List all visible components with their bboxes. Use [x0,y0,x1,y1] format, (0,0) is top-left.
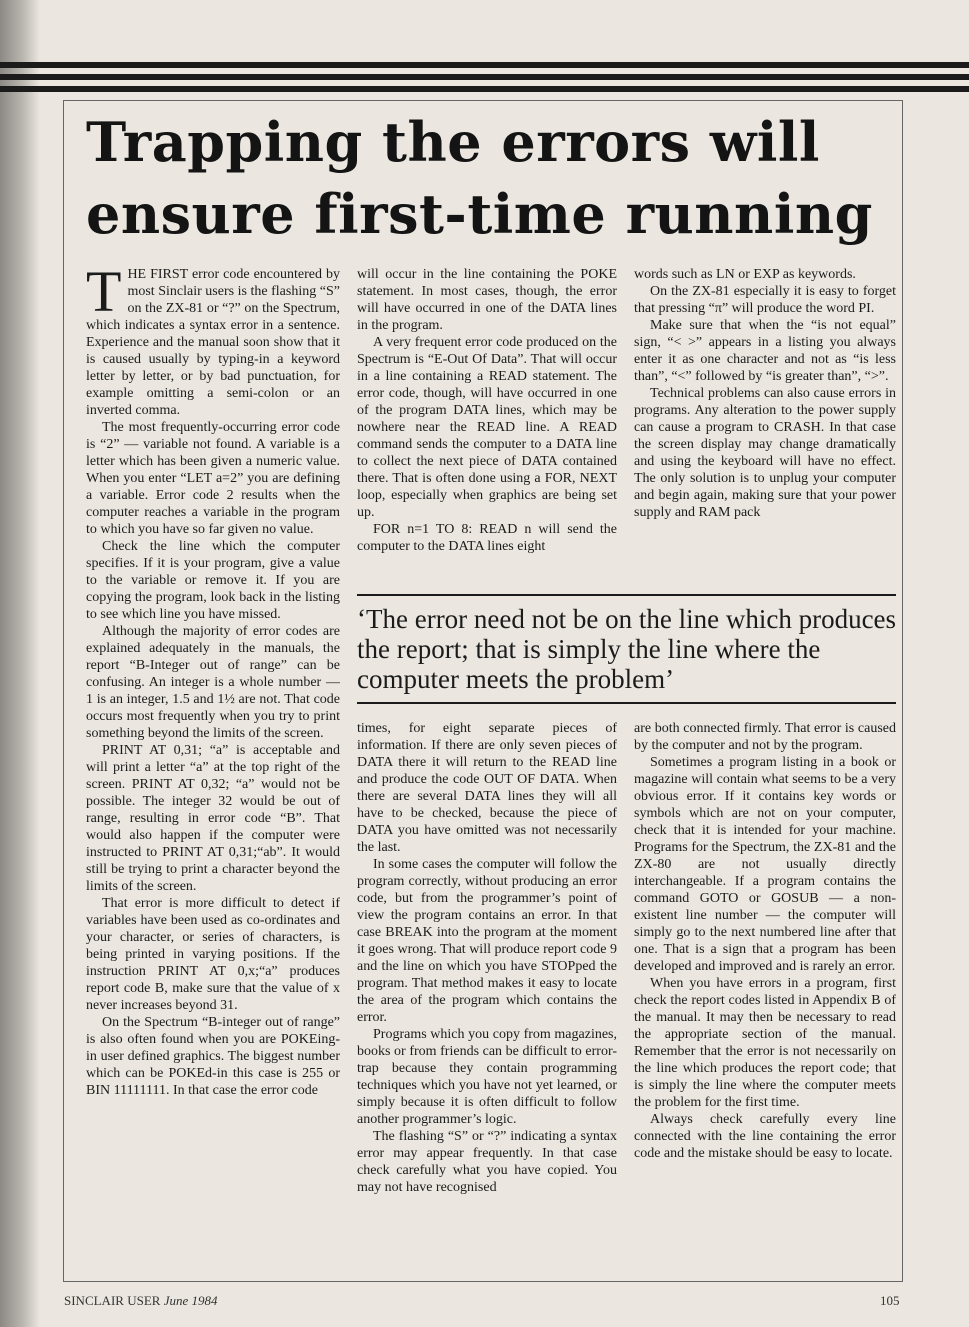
article-column-2-bottom [357,720,617,1286]
page-footer [64,1293,217,1309]
article-paragraph: will occur in the line containing the POKE statement. In most cases, though, the error will have occurred in one of the DATA lines in the program. [357,267,617,333]
article-paragraph: On the ZX-81 especially it is easy to forget that pressing “π” will produce the word PI. [634,284,896,316]
article-paragraph: FOR n=1 TO 8: READ n will send the computer to the DATA lines eight [357,522,617,554]
article-paragraph [86,266,340,419]
page-binding-shadow [0,0,40,1327]
article-headline: Trapping the errors will ensure first-time running [86,110,873,246]
article-paragraph: When you have errors in a program, first check the report codes listed in Appendix B of the manual. It may then be necessary to read the appropriate section of the manual. Remember that the error is not necessarily on the line which produces the report code; that is simply the line where the computer meets the problem for the first time. [634,976,896,1110]
article-paragraph: That error is more difficult to detect if variables have been used as co-ordinates and your character, or series of characters, is being printed in varying positions. If the instruction PRINT AT 0,x;“a” produces report code B, make sure that the value of x never increases beyond 31. [86,896,340,1013]
article-column-3-top [634,266,896,584]
article-paragraph: Check the line which the computer specifies. If it is your program, give a value to the variable or remove it. If you are copying the program, look back in the listing to see which line you have missed. [86,539,340,622]
article-paragraph: A very frequent error code produced on the Spectrum is “E-Out Of Data”. That will occur in a line containing a READ statement. The error code, though, will have occurred in one of the program DATA lines, which may be nowhere near the READ line. A READ command sends the computer to a DATA line to collect the next piece of DATA contained there. That is often done using a FOR, NEXT loop, especially when graphics are being set up. [357,335,617,520]
article-paragraph: times, for eight separate pieces of information. If there are only seven pieces of DATA there it will return to the READ line and produce the code OUT OF DATA. When there are several DATA lines they will all have to be checked, because the piece of DATA you have omitted was not necessarily the last. [357,721,617,855]
article-paragraph: On the Spectrum “B-integer out of range” is also often found when you are POKEing-in user defined graphics. The biggest number which can be POKEd-in this case is 255 or BIN 11111111. In that case the error code [86,1015,340,1098]
article-paragraph: PRINT AT 0,31; “a” is acceptable and will print a letter “a” at the top right of the screen. PRINT AT 0,32; “a” would not be possible. The integer 32 would be out of range, resulting in error code “B”. That would also happen if the computer were instructed to PRINT AT 0,31;“ab”. It would still be trying to print a character beyond the limits of the screen. [86,743,340,894]
article-paragraph: Make sure that when the “is not equal” sign, “< >” appears in a listing you always enter it as one character and not as “is less than”, “<” followed by “is greater than”, “>”. [634,318,896,384]
header-rules [0,62,969,92]
article-column-2-top [357,266,617,584]
issue-date: June 1984 [163,1293,218,1308]
article-paragraph: The flashing “S” or “?” indicating a syntax error may appear frequently. In that case check carefully what you have copied. You may not have recognised [357,1129,617,1195]
article-paragraph: The most frequently-occurring error code is “2” — variable not found. A variable is a letter which has been given a numeric value. When you enter “LET a=2” you are defining a variable. Error code 2 results when the computer reaches a variable in the program to which you have so far given no value. [86,420,340,537]
publication-name: SINCLAIR USER [64,1293,161,1308]
article-paragraph: are both connected firmly. That error is caused by the computer and not by the program. [634,721,896,753]
pullquote-rule [357,594,896,596]
article-column-1 [86,266,340,1286]
article-paragraph: Although the majority of error codes are explained adequately in the manuals, the report “B-Integer out of range” can be confusing. An integer is a whole number — 1 is an integer, 1.5 and 1½ are not. That code occurs most frequently when you try to print something beyond the limits of the screen. [86,624,340,741]
page-number: 105 [880,1293,900,1308]
pullquote: ‘The error need not be on the line which produces the report; that is simply the line where the computer meets the problem’ [357,604,897,694]
header-rule [0,86,969,92]
article-paragraph: words such as LN or EXP as keywords. [634,267,856,282]
article-paragraph: Always check carefully every line connected with the line containing the error code and the mistake should be easy to locate. [634,1112,896,1161]
article-paragraph: Programs which you copy from magazines, books or from friends can be difficult to error-trap because they contain programming techniques which you have not yet learned, or simply because it is often difficult to follow another programmer’s logic. [357,1027,617,1127]
article-paragraph: In some cases the computer will follow the program correctly, without producing an error code, but from the programmer’s point of view the program contains an error. In that case BREAK into the program at the moment it goes wrong. That will produce report code 9 and the line on which you have STOPped the program. That method makes it easy to locate the area of the program which contains the error. [357,857,617,1025]
drop-cap: T [86,266,122,324]
article-column-3-bottom [634,720,896,1286]
article-paragraph: Technical problems can also cause errors in programs. Any alteration to the power supply can cause a program to CRASH. In that case the screen display may change dramatically and using the keyboard will have no effect. The only solution is to unplug your computer and begin again, making sure that your power supply and RAM pack [634,386,896,520]
article-paragraph: Sometimes a program listing in a book or magazine will contain what seems to be a very obvious error. If it contains key words or symbols which are not on your computer, check that it is intended for your machine. Programs for the Spectrum, the ZX-81 and the ZX-80 are not usually directly interchangeable. If a program contains the command GOTO or GOSUB — a non-existent line number — the computer will simply go to the next numbered line after that one. That is a sign that a program has been developed and improved and is rarely an error. [634,755,896,974]
header-rule [0,74,969,80]
pullquote-rule [357,702,896,704]
paragraph-text: HE FIRST error code encountered by most Sinclair users is the flashing “S” on the ZX-81 or “?” on the Spectrum, which indicates a syntax error in a sentence. Experience and the manual soon show that it is caused usually by typing-in a keyword letter by letter, or by bad punctuation, for example omitting a semi-colon or an inverted comma. [86,267,340,418]
header-rule [0,62,969,68]
